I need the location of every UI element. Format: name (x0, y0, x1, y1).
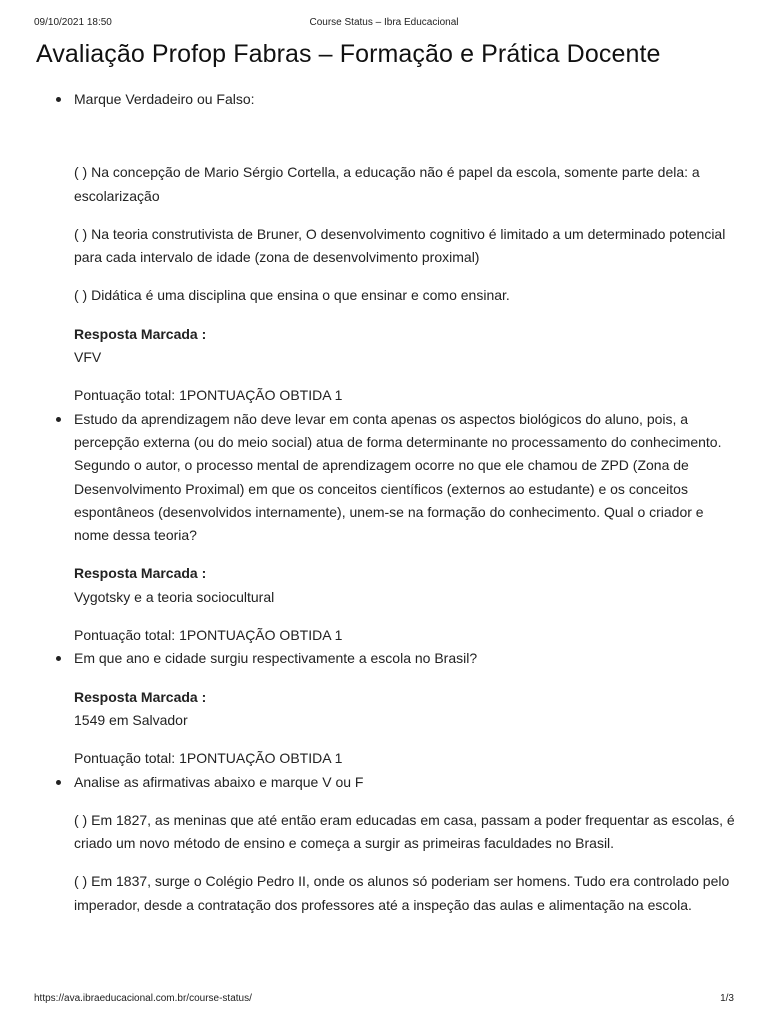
question-4 (52, 771, 742, 917)
score-text: Pontuação total: 1PONTUAÇÃO OBTIDA 1 (74, 387, 343, 404)
question-2 (52, 408, 742, 648)
question-1 (52, 88, 742, 408)
answer-label: Resposta Marcada : (74, 688, 207, 705)
question-3 (52, 647, 742, 770)
answer-label: Resposta Marcada : (74, 565, 207, 582)
question-prompt: Analise as afirmativas abaixo e marque V ou F (74, 773, 364, 790)
statement: ( ) Em 1827, as meninas que até então eram educadas em casa, passam a poder frequentar as escolas, é criado um novo método de ensino e começa a surgir as primeiras faculdades no Brasil. (74, 811, 735, 852)
question-prompt: Em que ano e cidade surgiu respectivamente a escola no Brasil? (74, 650, 478, 667)
question-list (52, 88, 742, 917)
score-text: Pontuação total: 1PONTUAÇÃO OBTIDA 1 (74, 750, 343, 767)
answer-value: VFV (74, 349, 102, 366)
statement: ( ) Em 1837, surge o Colégio Pedro II, onde os alunos só poderiam ser homens. Tudo era controlado pelo imperador, desde a contratação dos professores até a inspeção das aulas e alimentação na escola. (74, 873, 730, 913)
bullet-icon (56, 656, 61, 661)
page-url-link[interactable]: https://ava.ibraeducacional.com.br/course-status/ (34, 993, 252, 1004)
question-prompt: Estudo da aprendizagem não deve levar em conta apenas os aspectos biológicos do aluno, pois, a percepção externa (ou do meio social) atua de forma determinante no processamento do conhecimento. Segundo o autor, o processo mental de aprendizagem ocorre no que ele chamou de ZPD (Zona de Desenvolvimento Proximal) em que os conceitos científicos (externos ao estudante) e os conceitos espontâneos (desenvolvidos internamente), unem-se na formação do conhecimento. Qual o criador e nome dessa teoria? (74, 410, 722, 544)
statement: ( ) Na teoria construtivista de Bruner, O desenvolvimento cognitivo é limitado a um determinado potencial para cada intervalo de idade (zona de desenvolvimento proximal) (74, 225, 726, 266)
bullet-icon (56, 780, 61, 785)
answer-value: Vygotsky e a teoria sociocultural (74, 588, 275, 605)
score-text: Pontuação total: 1PONTUAÇÃO OBTIDA 1 (74, 627, 343, 644)
print-datetime: 09/10/2021 18:50 (34, 17, 112, 28)
page-title: Avaliação Profop Fabras – Formação e Prática Docente (36, 40, 661, 68)
statement: ( ) Didática é uma disciplina que ensina o que ensinar e como ensinar. (74, 287, 510, 304)
question-prompt: Marque Verdadeiro ou Falso: (74, 91, 255, 107)
print-header (34, 17, 734, 31)
statement: ( ) Na concepção de Mario Sérgio Cortella, a educação não é papel da escola, somente parte dela: a escolarização (74, 164, 700, 204)
answer-value: 1549 em Salvador (74, 711, 188, 728)
print-page-title: Course Status – Ibra Educacional (309, 17, 459, 28)
bullet-icon (56, 417, 61, 422)
answer-label: Resposta Marcada : (74, 325, 207, 342)
bullet-icon (56, 97, 61, 102)
page-number: 1/3 (720, 993, 734, 1004)
